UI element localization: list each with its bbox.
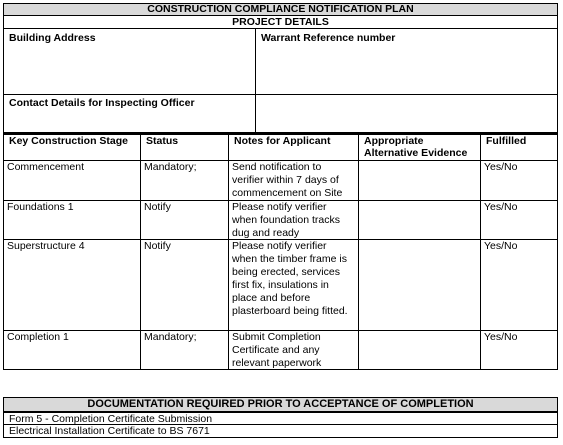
header-fulfilled: Fulfilled — [486, 135, 527, 147]
header-status: Status — [146, 135, 179, 147]
header-evidence: Appropriate Alternative Evidence — [364, 135, 468, 159]
stage-cell: Superstructure 4 — [7, 240, 85, 252]
stage-cell: Completion 1 — [7, 331, 69, 343]
fulfilled-cell[interactable]: Yes/No — [484, 240, 518, 252]
contact-details-cell[interactable] — [3, 94, 256, 133]
contact-details-label: Contact Details for Inspecting Officer — [9, 97, 195, 109]
documentation-heading: DOCUMENTATION REQUIRED PRIOR TO ACCEPTANCE OF COMPLETION — [3, 397, 558, 412]
fulfilled-cell[interactable]: Yes/No — [484, 201, 518, 213]
documentation-item — [3, 411, 558, 425]
col-divider — [358, 133, 359, 370]
status-cell: Mandatory; — [144, 331, 197, 343]
stage-cell: Commencement — [7, 161, 85, 173]
notes-cell: Submit Completion Certificate and any relevant paperwork — [232, 331, 322, 369]
fulfilled-cell[interactable]: Yes/No — [484, 331, 518, 343]
documentation-item-text: Electrical Installation Certificate to BS 7671 — [9, 425, 210, 437]
document-title: CONSTRUCTION COMPLIANCE NOTIFICATION PLAN — [3, 3, 558, 16]
project-details-heading: PROJECT DETAILS — [3, 15, 558, 29]
status-cell: Mandatory; — [144, 161, 197, 173]
fulfilled-cell[interactable]: Yes/No — [484, 161, 518, 173]
contact-details-value-cell[interactable] — [255, 94, 558, 133]
documentation-item-text: Form 5 - Completion Certificate Submission — [9, 413, 213, 425]
status-cell: Notify — [144, 240, 171, 252]
building-address-label: Building Address — [9, 32, 96, 44]
notes-cell: Please notify verifier when foundation tracks dug and ready — [232, 201, 340, 239]
notes-cell: Send notification to verifier within 7 days of commencement on Site — [232, 161, 343, 199]
warrant-reference-label: Warrant Reference number — [261, 32, 396, 44]
header-key-stage: Key Construction Stage — [9, 135, 129, 147]
documentation-item — [3, 424, 558, 438]
warrant-reference-cell[interactable] — [255, 28, 558, 95]
status-cell: Notify — [144, 201, 171, 213]
header-notes: Notes for Applicant — [234, 135, 331, 147]
notes-cell: Please notify verifier when the timber frame is being erected, services first fix, insulations in place and before plasterboard being fitted. — [232, 240, 348, 317]
stage-cell: Foundations 1 — [7, 201, 74, 213]
building-address-cell[interactable] — [3, 28, 256, 95]
